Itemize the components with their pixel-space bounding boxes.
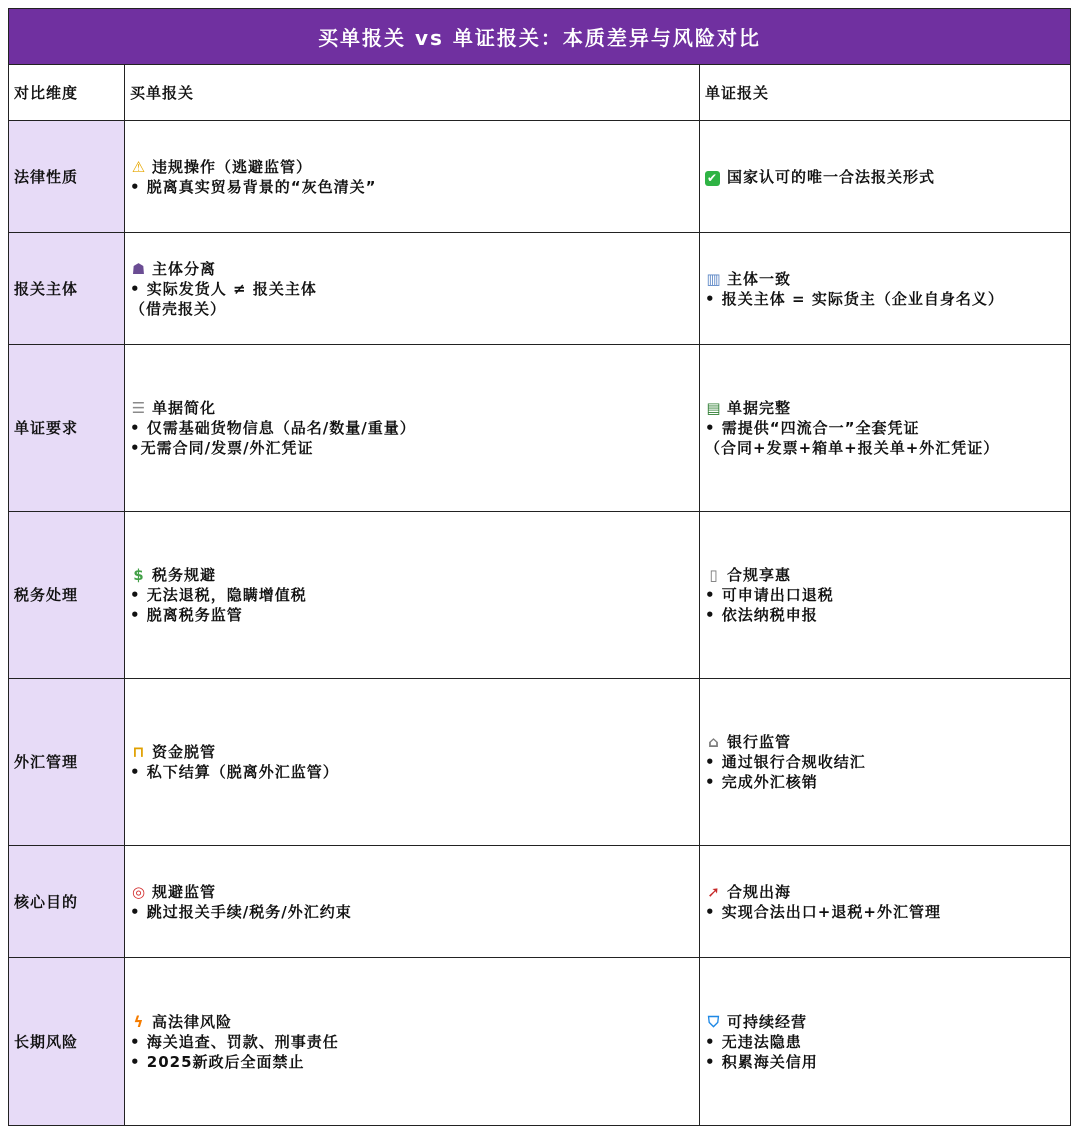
cell-heading: 主体分离	[152, 259, 217, 278]
dimension-cell: 核心目的	[9, 846, 125, 957]
col-a-cell	[125, 512, 700, 678]
cell-heading: 银行监管	[727, 733, 792, 751]
books-icon: ▤	[706, 399, 722, 417]
cell-bullet-line: • 积累海关信用	[705, 1052, 818, 1071]
cell-heading-line	[130, 157, 694, 177]
cell-heading-line	[705, 732, 1065, 752]
cell-heading: 合规享惠	[727, 566, 792, 584]
col-b-cell	[700, 121, 1070, 232]
comparison-table	[8, 8, 1071, 1126]
cell-bullet-line: • 私下结算（脱离外汇监管）	[130, 763, 339, 781]
col-a-cell	[125, 233, 700, 344]
col-b-cell	[700, 512, 1070, 678]
header-dimension: 对比维度	[9, 65, 125, 120]
shield-icon: ⛉	[707, 1012, 721, 1031]
cell-heading: 主体一致	[727, 269, 792, 288]
cell-bullet-line: • 报关主体 = 实际货主（企业自身名义）	[705, 289, 1004, 308]
cell-bullet-line: • 无违法隐患	[705, 1032, 802, 1051]
cell-bullet-line: • 可申请出口退税	[705, 586, 834, 604]
lightning-icon: ϟ	[133, 1012, 145, 1031]
lock-icon: ⊓	[132, 743, 146, 761]
dimension-cell: 单证要求	[9, 345, 125, 511]
cell-heading-line	[130, 1012, 694, 1032]
cell-heading-line	[705, 398, 1065, 418]
cell-bullet-line: •无需合同/发票/外汇凭证	[130, 439, 314, 457]
cell-heading: 税务规避	[152, 566, 217, 584]
table-row	[9, 679, 1070, 846]
dimension-cell: 法律性质	[9, 121, 125, 232]
office-building-icon: ▥	[706, 269, 722, 288]
cell-bullet-line: • 需提供“四流合一”全套凭证	[705, 419, 920, 437]
cell-bullet-line: • 脱离税务监管	[130, 606, 243, 624]
table-row	[9, 958, 1070, 1125]
cell-bullet-line: • 仅需基础货物信息（品名/数量/重量）	[130, 419, 416, 437]
cell-bullet-line: （借壳报关）	[130, 299, 227, 318]
dimension-cell: 外汇管理	[9, 679, 125, 845]
table-row	[9, 846, 1070, 958]
cell-heading-line	[705, 167, 1065, 187]
cell-bullet-line: • 通过银行合规收结汇	[705, 753, 866, 771]
table-title: 买单报关 vs 单证报关：本质差异与风险对比	[9, 9, 1070, 65]
rocket-icon: ➚	[707, 882, 721, 901]
cell-heading: 违规操作（逃避监管）	[152, 157, 313, 176]
money-icon: $	[133, 566, 145, 584]
warning-icon: ⚠	[131, 157, 147, 176]
col-a-cell	[125, 679, 700, 845]
cell-heading: 单据完整	[727, 399, 792, 417]
cell-heading-line	[705, 882, 1065, 902]
header-row	[9, 65, 1070, 121]
col-a-cell	[125, 345, 700, 511]
cell-heading: 高法律风险	[152, 1012, 233, 1031]
table-row	[9, 121, 1070, 233]
cell-heading: 资金脱管	[152, 743, 217, 761]
cell-bullet-line: • 海关追查、罚款、刑事责任	[130, 1032, 339, 1051]
dimension-cell: 税务处理	[9, 512, 125, 678]
cell-heading-line	[130, 259, 694, 279]
cell-heading: 合规出海	[727, 882, 792, 901]
table-body	[9, 121, 1070, 1125]
cell-heading-line	[130, 398, 694, 418]
document-icon: ☰	[131, 399, 147, 417]
bank-icon: ⌂	[708, 733, 720, 751]
cell-heading-line	[130, 742, 694, 762]
check-mark-icon: ✔	[706, 170, 719, 185]
col-b-cell	[700, 233, 1070, 344]
table-row	[9, 512, 1070, 679]
cell-heading-line	[130, 882, 694, 902]
cell-bullet-line: • 脱离真实贸易背景的“灰色清关”	[130, 177, 377, 196]
col-b-cell	[700, 345, 1070, 511]
cell-heading-line	[705, 1012, 1065, 1032]
cell-bullet-line: • 实现合法出口+退税+外汇管理	[705, 902, 941, 921]
header-col-a: 买单报关	[125, 65, 700, 120]
col-b-cell	[700, 846, 1070, 957]
table-row	[9, 233, 1070, 345]
cell-bullet-line: • 无法退税，隐瞒增值税	[130, 586, 307, 604]
cell-heading-line	[705, 565, 1065, 585]
cell-bullet-line: • 完成外汇核销	[705, 773, 818, 791]
col-a-cell	[125, 846, 700, 957]
cell-bullet-line: • 跳过报关手续/税务/外汇约束	[130, 902, 352, 921]
cell-bullet-line: • 2025新政后全面禁止	[130, 1052, 305, 1071]
table-row	[9, 345, 1070, 512]
cell-heading: 可持续经营	[727, 1012, 808, 1031]
cell-heading-line	[705, 269, 1065, 289]
header-col-b: 单证报关	[705, 83, 770, 102]
col-a-cell	[125, 121, 700, 232]
cell-heading-line	[130, 565, 694, 585]
dimension-cell: 报关主体	[9, 233, 125, 344]
col-a-cell	[125, 958, 700, 1125]
cell-bullet-line: • 依法纳税申报	[705, 606, 818, 624]
detective-icon: ☗	[131, 259, 147, 278]
receipt-icon: ▯	[709, 566, 719, 584]
cell-heading: 规避监管	[152, 882, 217, 901]
cell-bullet-line: • 实际发货人 ≠ 报关主体	[130, 279, 317, 298]
col-b-cell	[700, 679, 1070, 845]
cell-bullet-line: （合同+发票+箱单+报关单+外汇凭证）	[705, 439, 1000, 457]
cell-heading: 国家认可的唯一合法报关形式	[727, 167, 936, 186]
dimension-cell: 长期风险	[9, 958, 125, 1125]
col-b-cell	[700, 958, 1070, 1125]
cell-heading: 单据简化	[152, 399, 217, 417]
target-icon: ◎	[131, 882, 147, 901]
